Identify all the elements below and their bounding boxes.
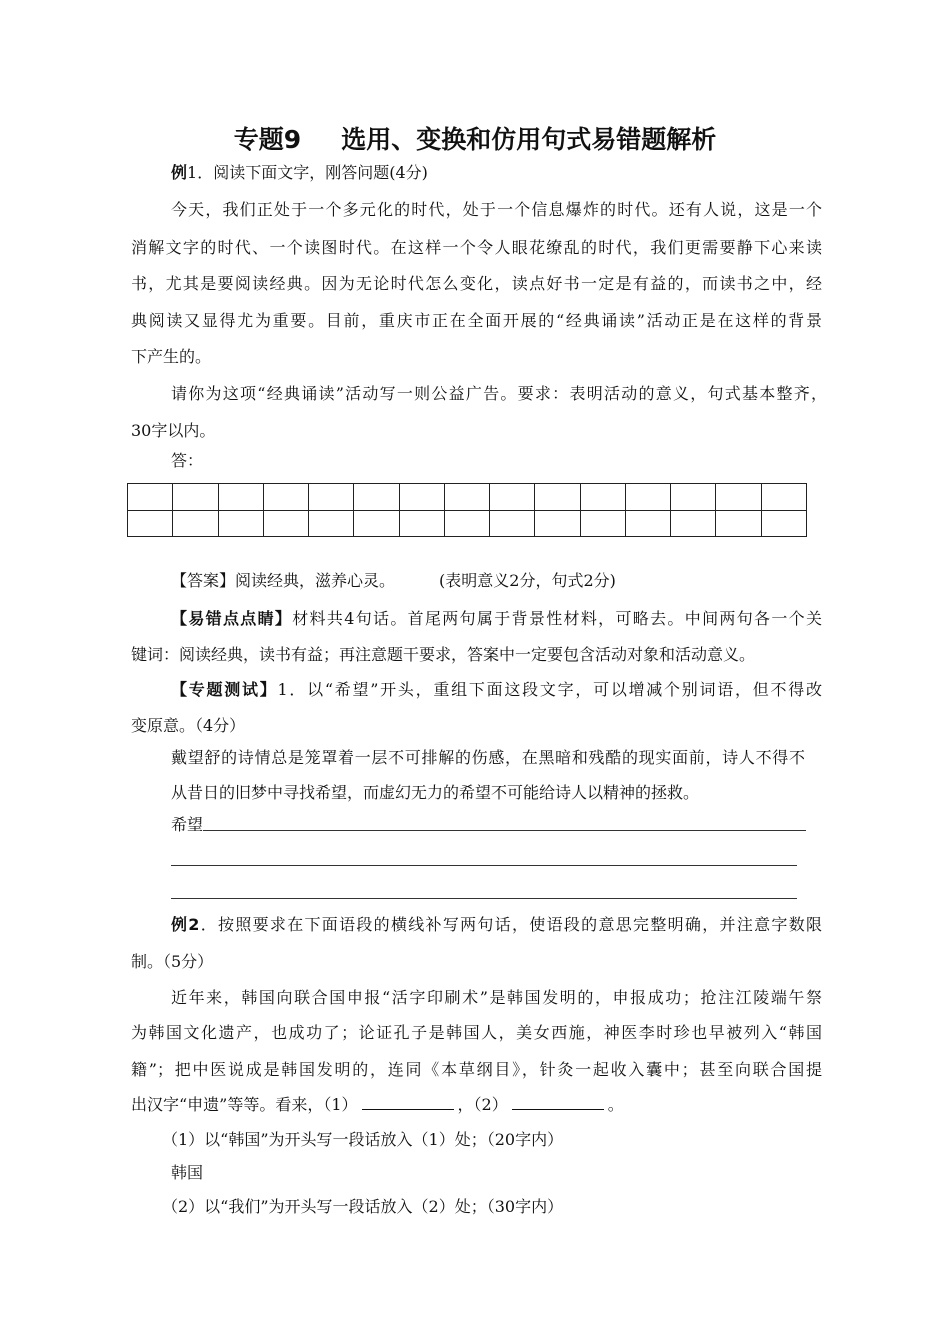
test-passage-line: 戴望舒的诗情总是笼罩着一层不可排解的伤感，在黑暗和残酷的现实面前，诗人不得不 xyxy=(171,748,805,767)
grid-cell[interactable] xyxy=(263,510,308,537)
example-prompt: ．按照要求在下面语段的横线补写两句话，使语段的意思完整明确，并注意字数限 xyxy=(199,915,822,934)
test-tag: 【专题测试】 xyxy=(171,680,278,699)
grid-cell[interactable] xyxy=(444,510,489,537)
grid-cell[interactable] xyxy=(309,484,354,511)
grid-cell[interactable] xyxy=(625,484,670,511)
answer-start: 希望 xyxy=(171,815,204,834)
example-prompt: 1．阅读下面文字，刚答问题(4分) xyxy=(187,163,428,182)
grid-cell[interactable] xyxy=(173,484,218,511)
grid-cell[interactable] xyxy=(263,484,308,511)
grid-cell[interactable] xyxy=(128,510,173,537)
grid-cell[interactable] xyxy=(444,484,489,511)
example-2-heading xyxy=(171,915,822,935)
grid-row xyxy=(128,484,807,511)
task-line: 30字以内。 xyxy=(131,421,216,440)
grid-cell[interactable] xyxy=(490,484,535,511)
passage-line: 今天，我们正处于一个多元化的时代，处于一个信息爆炸的时代。还有人说，这是一个 xyxy=(171,200,822,219)
answer-score: (表明意义2分，句式2分) xyxy=(439,571,616,590)
blank-2[interactable] xyxy=(512,1095,604,1110)
answer-tag: 【答案】 xyxy=(171,571,236,590)
grid-cell[interactable] xyxy=(671,510,716,537)
passage-line: 近年来，韩国向联合国申报“活字印刷术”是韩国发明的，申报成功；抢注江陵端午祭 xyxy=(171,988,822,1007)
grid-cell[interactable] xyxy=(535,510,580,537)
grid-cell[interactable] xyxy=(580,484,625,511)
grid-cell[interactable] xyxy=(761,510,806,537)
passage-line: 为韩国文化遗产，也成功了；论证孔子是韩国人，美女西施，神医李时珍也早被列入“韩国 xyxy=(131,1023,822,1042)
example-label: 例 xyxy=(171,163,188,182)
grid-cell[interactable] xyxy=(173,510,218,537)
grid-cell[interactable] xyxy=(671,484,716,511)
passage-line: 书，尤其是要阅读经典。因为无论时代怎么变化，读点好书一定是有益的，而读书之中，经 xyxy=(131,274,822,293)
grid-cell[interactable] xyxy=(580,510,625,537)
title-topic-number: 专题9 xyxy=(233,125,302,154)
grid-cell[interactable] xyxy=(761,484,806,511)
grid-cell[interactable] xyxy=(218,510,263,537)
question-1: （1）以“韩国”为开头写一段话放入（1）处；（20字内） xyxy=(162,1130,564,1149)
answer-grid[interactable] xyxy=(127,483,807,537)
title-text: 选用、变换和仿用句式易错题解析 xyxy=(341,125,717,154)
grid-cell[interactable] xyxy=(399,484,444,511)
grid-cell[interactable] xyxy=(535,484,580,511)
grid-cell[interactable] xyxy=(309,510,354,537)
question-1-answer-start: 韩国 xyxy=(171,1163,204,1182)
answer-prompt: 答： xyxy=(171,451,204,470)
grid-cell[interactable] xyxy=(354,510,399,537)
passage-line: 籍”；把中医说成是韩国发明的，连同《本草纲目》，针灸一起收入囊中；甚至向联合国提 xyxy=(131,1060,822,1079)
tip-line: 键词：阅读经典，读书有益；再注意题干要求，答案中一定要包含活动对象和活动意义。 xyxy=(131,645,756,664)
grid-cell[interactable] xyxy=(716,484,761,511)
test-text: 1．以“希望”开头，重组下面这段文字，可以增减个别词语，但不得改 xyxy=(277,680,822,699)
example-2-line: 制。（5分） xyxy=(131,952,214,971)
passage-line xyxy=(131,1095,624,1115)
passage-text: 。 xyxy=(607,1095,624,1114)
grid-cell[interactable] xyxy=(716,510,761,537)
example-label: 例2 xyxy=(171,915,200,934)
tip-tag: 【易错点点睛】 xyxy=(171,609,293,628)
blank-1[interactable] xyxy=(362,1095,454,1110)
passage-line: 典阅读又显得尤为重要。目前，重庆市正在全面开展的“经典诵读”活动正是在这样的背景 xyxy=(131,311,822,330)
test-line xyxy=(171,680,822,700)
passage-text: 出汉字“申遗”等等。看来，（1） xyxy=(131,1095,358,1114)
passage-text: ，（2） xyxy=(457,1095,508,1114)
grid-row xyxy=(128,510,807,537)
task-line: 请你为这项“经典诵读”活动写一则公益广告。要求：表明活动的意义，句式基本整齐， xyxy=(171,384,827,403)
answer-text: 阅读经典，滋养心灵。 xyxy=(235,571,396,590)
tip-text: 材料共4句话。首尾两句属于背景性材料，可略去。中间两句各一个关 xyxy=(292,609,822,628)
answer-blank-line[interactable] xyxy=(203,830,806,831)
test-passage-line: 从昔日的旧梦中寻找希望，而虚幻无力的希望不可能给诗人以精神的拯救。 xyxy=(171,783,700,802)
example-1-heading xyxy=(171,163,428,183)
question-2: （2）以“我们”为开头写一段话放入（2）处；（30字内） xyxy=(162,1197,564,1216)
tip-line xyxy=(171,609,822,629)
grid-cell[interactable] xyxy=(490,510,535,537)
page-title xyxy=(0,120,950,156)
grid-cell[interactable] xyxy=(399,510,444,537)
test-line: 变原意。（4分） xyxy=(131,716,246,735)
answer-line xyxy=(171,571,616,591)
grid-cell[interactable] xyxy=(218,484,263,511)
passage-line: 消解文字的时代、一个读图时代。在这样一个令人眼花缭乱的时代，我们更需要静下心来读 xyxy=(131,238,822,257)
grid-cell[interactable] xyxy=(625,510,670,537)
grid-cell[interactable] xyxy=(128,484,173,511)
answer-blank-line[interactable] xyxy=(171,898,797,899)
answer-blank-line[interactable] xyxy=(171,865,797,866)
passage-line: 下产生的。 xyxy=(131,347,212,366)
grid-cell[interactable] xyxy=(354,484,399,511)
